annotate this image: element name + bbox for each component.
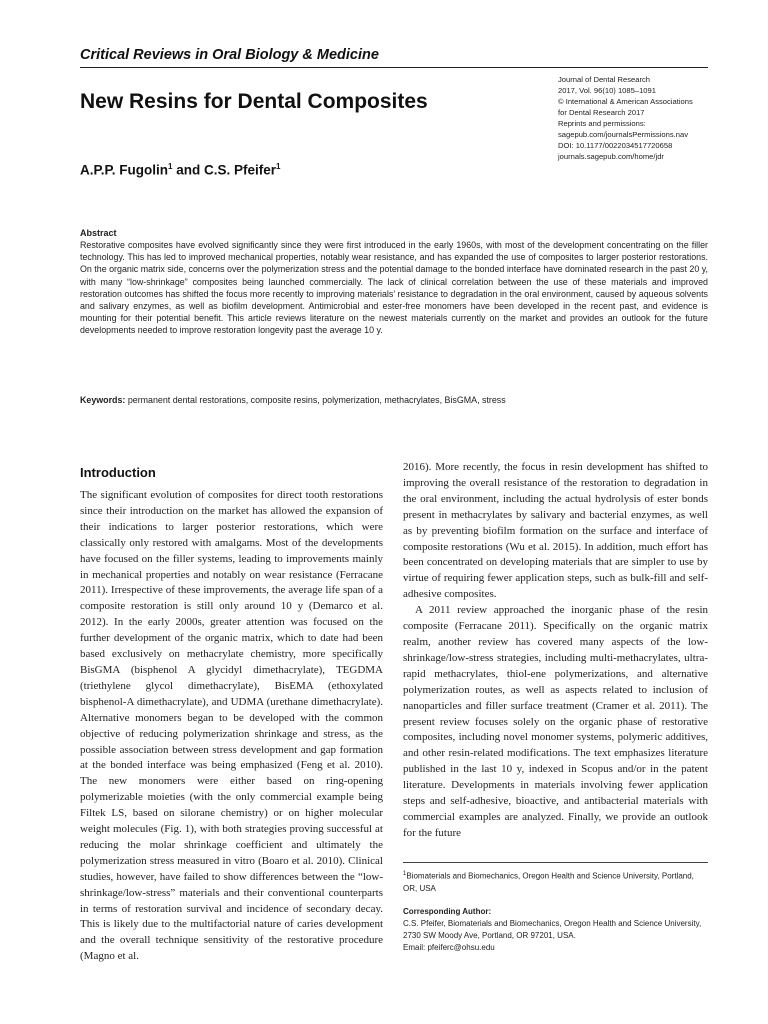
body-column-left xyxy=(80,488,383,965)
corresponding-address: C.S. Pfeifer, Biomaterials and Biomechanics, Oregon Health and Science University, 2730 SW Moody Ave, Portland, OR 97201, USA. xyxy=(403,919,702,940)
meta-line: for Dental Research 2017 xyxy=(558,108,645,117)
author-1: A.P.P. Fugolin xyxy=(80,162,169,178)
affiliation-footnote xyxy=(403,868,708,895)
meta-line[interactable]: sagepub.com/journalsPermissions.nav xyxy=(558,130,689,139)
body-column-right xyxy=(403,460,708,842)
keywords-text: permanent dental restorations, composite resins, polymerization, methacrylates, BisGMA, stress xyxy=(125,395,506,405)
corresponding-label: Corresponding Author: xyxy=(403,907,492,916)
article-title: New Resins for Dental Composites xyxy=(80,90,428,113)
footnote-mark: 1 xyxy=(403,871,407,877)
corresponding-email[interactable]: Email: pfeiferc@ohsu.edu xyxy=(403,943,495,952)
corresponding-author xyxy=(403,906,708,954)
footnote-divider xyxy=(403,862,708,863)
paragraph: The significant evolution of composites for direct tooth restorations since their introduction on the market has allowed the expansion of their indications to larger posterior restorations, which were classically only restored with amalgams. Most of the developments have focused on the filler systems, leading to improvements mainly in mechanical properties and notably on wear resistance (Ferracane 2011). Irrespective of these improvements, the average life span of a composite restoration is still only around 10 y (Demarco et al. 2012). In the early 2000s, greater attention was focused on the further development of the organic matrix, which to date had been based exclusively on methacrylate chemistry, more specifically BisGMA (bisphenol A glycidyl dimethacrylate), TEGDMA (triethylene glycol dimethacrylate), BisEMA (ethoxylated bisphenol-A dimethacrylate), and UDMA (urethane dimethacrylate). Alternative monomers began to be developed with the common objective of reducing polymerization shrinkage and stress, as the possible association between stress development and gap formation at the bonded interface was being emphasized (Feng et al. 2010). The new monomers were either based on ring-opening polymerizable moieties (with the only commercial example being Filtek LS, based on silorane chemistry) or on higher molecular weight molecules (Fig. 1), with both strategies proving successful at reducing the molar shrinkage coefficient and ultimately the polymerization stress measured in vitro (Boaro et al. 2010). Clinical studies, however, have failed to show differences between the “low-shrinkage/low-stress” materials and their conventional counterparts in terms of restoration survival and incidence of secondary decay. This is likely due to the multifactorial nature of caries development and the overall technique sensitivity of the restorative procedure (Magno et al. xyxy=(80,489,383,963)
abstract-heading: Abstract xyxy=(80,228,117,238)
keywords xyxy=(80,394,708,406)
meta-line: Reprints and permissions: xyxy=(558,119,646,128)
header-divider xyxy=(80,67,708,68)
affiliation-mark-1: 1 xyxy=(168,162,173,171)
meta-line[interactable]: DOI: 10.1177/0022034517720658 xyxy=(558,141,673,150)
footnote-text: Biomaterials and Biomechanics, Oregon Health and Science University, Portland, OR, USA xyxy=(403,871,694,893)
meta-line: 2017, Vol. 96(10) 1085–1091 xyxy=(558,86,656,95)
meta-line[interactable]: journals.sagepub.com/home/jdr xyxy=(558,152,664,161)
author-list xyxy=(80,162,280,178)
author-2: and C.S. Pfeifer xyxy=(172,162,276,178)
affiliation-mark-2: 1 xyxy=(276,162,281,171)
meta-line: © International & American Associations xyxy=(558,97,693,106)
keywords-label: Keywords: xyxy=(80,395,126,405)
abstract-body: Restorative composites have evolved significantly since they were first introduced in the early 1960s, with most of the development concentrating on the filler technology. This has led to improved mechanical properties, notably wear resistance, and has expanded the use of composites to larger posterior restorations. On the organic matrix side, concerns over the polymerization stress and the potential damage to the bonded interface have dominated research in the past 20 y, with many “low-shrinkage” composites being launched commercially. The lack of clinical correlation between the use of these materials and improved restoration outcomes has shifted the focus more recently to improving materials’ resistance to degradation in the oral environment, caused by aqueous solvents and salivary enzymes, as well as biofilm development. Antimicrobial and ester-free monomers have been developed in the recent past, and evidence is mounting for their potential benefit. This article reviews literature on the newest materials currently on the market and provides an outlook for the future developments needed to improve restoration longevity past the average 10 y. xyxy=(80,240,708,336)
journal-metadata xyxy=(558,74,728,162)
section-heading-introduction: Introduction xyxy=(80,465,156,480)
meta-line: Journal of Dental Research xyxy=(558,75,651,84)
paragraph: 2016). More recently, the focus in resin development has shifted to improving the overall resistance of the restoration to degradation in the oral environment, including the actual hydrolysis of ester bonds present in methacrylates by salivary and bacterial enzymes, as well as by preventing biofilm formation on the surface and interface of composite restorations (Wu et al. 2015). In addition, much effort has been concentrated on developing materials that are simpler to use by virtue of requiring fewer application steps, such as bulk-fill and self-adhesive composites. xyxy=(403,461,708,601)
paragraph: A 2011 review approached the inorganic phase of the resin composite (Ferracane 2011). Specifically on the organic matrix realm, another review has covered many aspects of the low-shrinkage/low-stress strategies, including multi-methacrylates, ultra-rapid methacrylates, thiol-ene polymerizations, and alternative polymerization routes, as well as aspects related to inclusion of nanoparticles and filler surface treatment (Cramer et al. 2011). The present review focuses solely on the organic phase of restorative composites, including novel monomer systems, polymeric additives, and other resin-related modifications. The text emphasizes literature published in the last 10 y, indexed in Scopus and/or in the patent literature. Developments in materials involving fewer application steps and self-adhesive, bioactive, and antibacterial materials with commercial examples are analyzed. Finally, we provide an outlook for the future xyxy=(403,604,708,839)
journal-series-title: Critical Reviews in Oral Biology & Medicine xyxy=(80,47,379,63)
